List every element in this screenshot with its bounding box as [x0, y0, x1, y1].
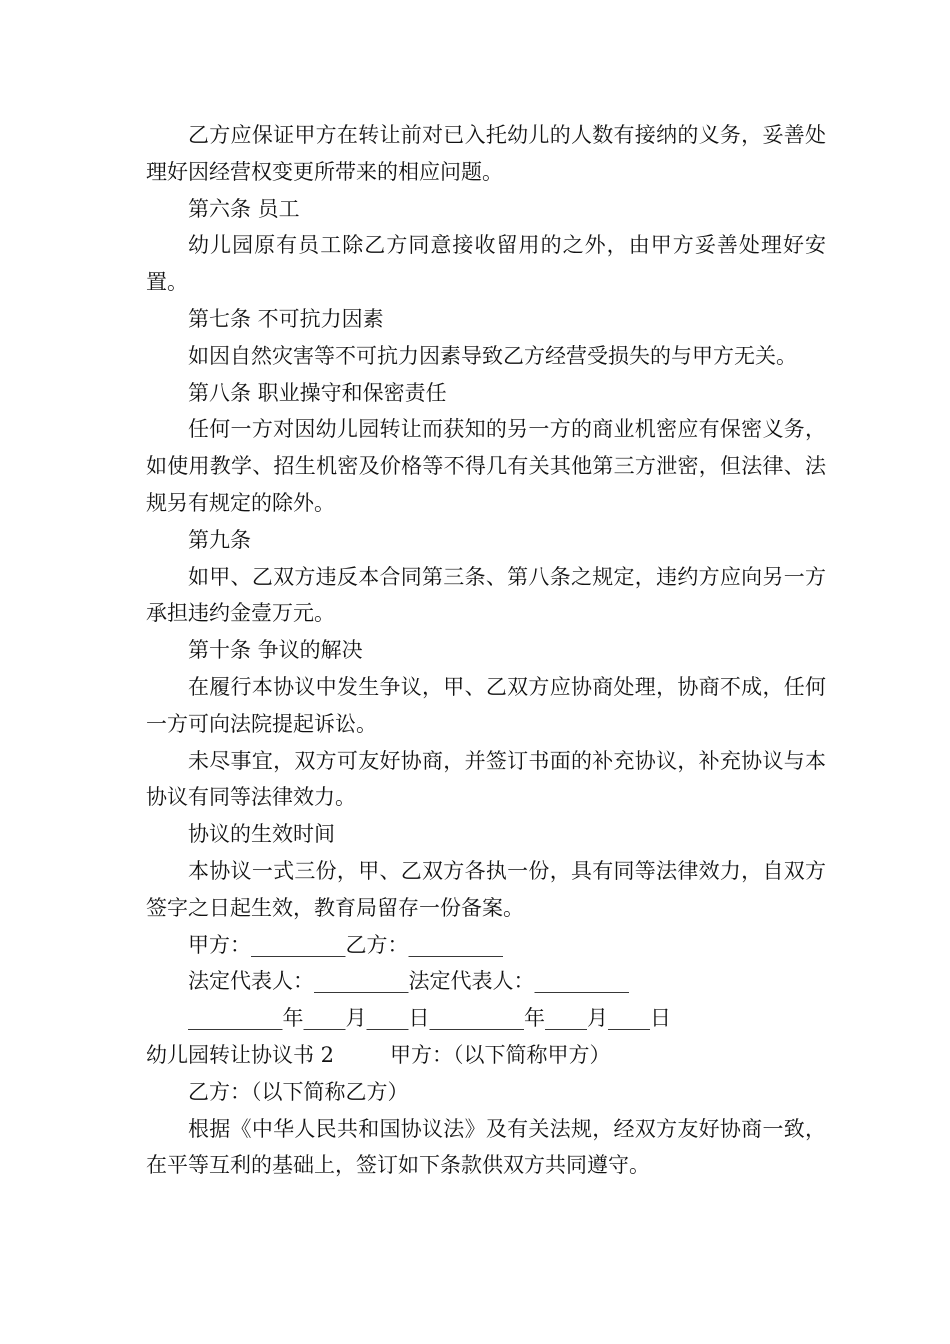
paragraph-obligation: 乙方应保证甲方在转让前对已入托幼儿的人数有接纳的义务，妥善处理好因经营权变更所带来的相应问题。	[146, 123, 826, 184]
article-8-heading: 第八条 职业操守和保密责任	[188, 380, 447, 405]
second-agreement-title: 幼儿园转让协议书 2	[146, 1042, 335, 1067]
article-6-body: 幼儿园原有员工除乙方同意接收留用的之外，由甲方妥善处理好安置。	[146, 233, 826, 295]
supplementary-clause: 未尽事宜，双方可友好协商，并签订书面的补充协议，补充协议与本协议有同等法律效力。	[146, 748, 826, 810]
document-body	[146, 117, 826, 1184]
article-10-body: 在履行本协议中发生争议，甲、乙双方应协商处理，协商不成，任何一方可向法院提起诉讼。	[146, 674, 826, 736]
second-agreement-party-b: 乙方：（以下简称乙方）	[188, 1079, 409, 1104]
article-7-heading: 第七条 不可抗力因素	[188, 306, 384, 331]
second-agreement-header	[146, 1037, 826, 1074]
article-10-heading: 第十条 争议的解决	[188, 638, 363, 663]
effective-time-heading: 协议的生效时间	[188, 822, 335, 847]
signature-date-line: _________年____月____日_________年____月____日	[188, 1006, 671, 1031]
article-9-body: 如甲、乙双方违反本合同第三条、第八条之规定，违约方应向另一方承担违约金壹万元。	[146, 564, 826, 626]
second-agreement-party-a: 甲方：（以下简称甲方）	[390, 1042, 611, 1067]
effective-time-body: 本协议一式三份，甲、乙双方各执一份，具有同等法律效力，自双方签字之日起生效，教育局留存一份备案。	[146, 858, 826, 920]
second-agreement-intro: 根据《中华人民共和国协议法》及有关法规，经双方友好协商一致，在平等互利的基础上，签订如下条款供双方共同遵守。	[146, 1116, 826, 1178]
signature-parties-line: 甲方：_________乙方：_________	[188, 932, 503, 957]
article-7-body: 如因自然灾害等不可抗力因素导致乙方经营受损失的与甲方无关。	[188, 343, 797, 368]
article-9-heading: 第九条	[188, 527, 251, 552]
article-8-body: 任何一方对因幼儿园转让而获知的另一方的商业机密应有保密义务，如使用教学、招生机密及价格等不得几有关其他第三方泄密，但法律、法规另有规定的除外。	[146, 417, 826, 515]
article-6-heading: 第六条 员工	[188, 196, 300, 221]
signature-representatives-line: 法定代表人：_________法定代表人：_________	[188, 969, 629, 994]
